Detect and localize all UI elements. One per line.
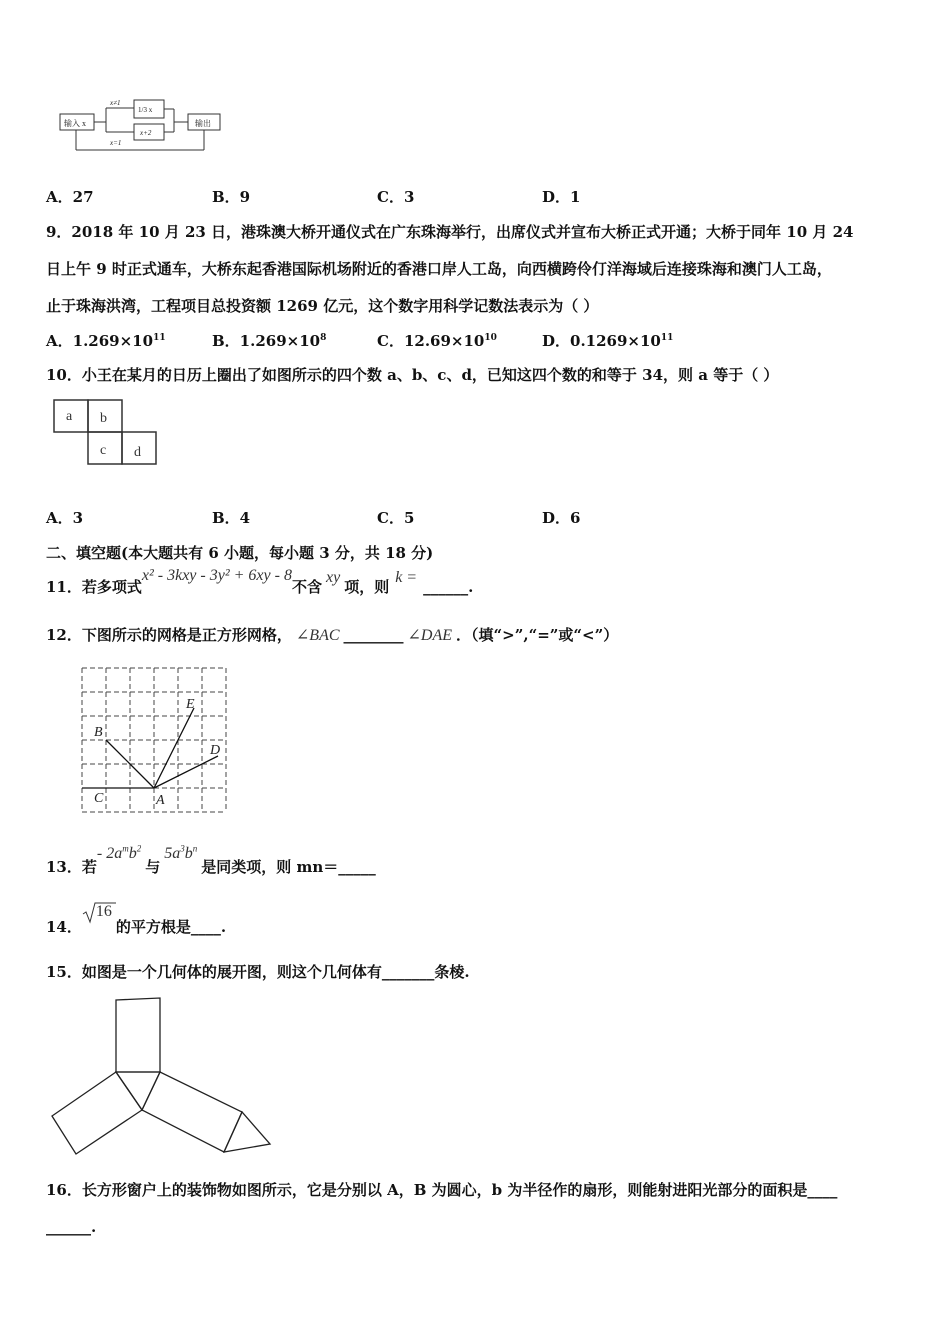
flowchart-figure [58, 98, 228, 154]
q11 [46, 568, 473, 602]
q11-mid: 不含 [291, 578, 322, 596]
point-label-a: A [156, 793, 165, 808]
q15-text: 15．如图是一个几何体的展开图，则这个几何体有_______条棱. [46, 963, 470, 981]
q10-option-d: D．6 [542, 509, 581, 527]
q9-option-a: A．$1.269\times 10^{11}$ [46, 332, 166, 350]
flow-input-label: 输入 x [64, 119, 86, 128]
q9-line1: 9．2018 年 10 月 23 日，港珠澳大桥开通仪式在广东珠海举行，出席仪式并宣布大桥正式开通；大桥于同年 10 月 24 [46, 223, 854, 241]
q12-suffix: ．（填“>”,“=”或“<”） [456, 626, 619, 644]
calendar-label-b: b [100, 411, 107, 426]
prism-net-figure [44, 994, 276, 1160]
q13 [46, 842, 376, 876]
q10-option-b: B．4 [212, 509, 251, 527]
q11-blank: ______. [423, 578, 474, 596]
q10-option-a: A．3 [46, 509, 84, 527]
q8-option-c: C．3 [377, 188, 415, 206]
point-label-b: B [94, 725, 103, 740]
q9-option-c: C．$12.69\times 10^{10}$ [377, 332, 497, 350]
q8-option-b: B．9 [212, 188, 251, 206]
q11-suffix: 项，则 [344, 578, 390, 596]
net-rect-top [116, 998, 160, 1072]
q16-line2: ______. [46, 1218, 97, 1236]
flow-box-bottom-label: x+2 [140, 129, 152, 137]
q14-suffix: 的平方根是____. [115, 918, 227, 936]
q11-k: k = [395, 569, 418, 586]
q13-suffix: 是同类项，则 mn＝_____ [201, 858, 376, 876]
q11-term: xy [325, 569, 341, 586]
q13-prefix: 13．若 [46, 858, 97, 876]
q16-line1: 16．长方形窗户上的装饰物如图所示，它是分别以 A，B 为圆心，b 为半径作的扇形，则能射进阳光部分的面积是____ [46, 1181, 838, 1199]
flow-cond-eq: x=1 [110, 139, 122, 147]
q11-polynomial: x² - 3kxy - 3y² + 6xy - 8 [141, 567, 292, 584]
q9-option-d: D．$0.1269\times 10^{11}$ [542, 332, 674, 350]
calendar-label-c: c [100, 443, 107, 458]
segment-ae [154, 708, 194, 788]
q9-line2: 日上午 9 时正式通车，大桥东起香港国际机场附近的香港口岸人工岛，向西横跨伶仃洋海域后连接珠海和澳门人工岛， [46, 260, 832, 278]
q9-line3: 止于珠海洪湾，工程项目总投资额 1269 亿元，这个数字用科学记数法表示为（ ） [46, 297, 599, 315]
point-label-e: E [186, 697, 195, 712]
net-triangle-right [224, 1112, 270, 1152]
square-grid-figure [78, 664, 230, 816]
q13-term1: - $2a^mb^2$ [96, 843, 142, 862]
q11-prefix: 11．若多项式 [46, 578, 142, 596]
point-label-d: D [210, 743, 221, 758]
flow-output-label: 输出 [195, 119, 211, 128]
calendar-label-a: a [66, 409, 73, 424]
net-rect-right [142, 1072, 242, 1152]
q10-text: 10．小王在某月的日历上圈出了如图所示的四个数 a、b、c、d，已知这四个数的和等于 34，则 a 等于（ ） [46, 366, 779, 384]
point-label-c: C [94, 791, 104, 806]
q14-sqrt [82, 900, 116, 924]
q13-term2: $5a^3b^n$ [164, 843, 198, 862]
q14-radicand: 16 [95, 903, 112, 920]
q12 [46, 624, 618, 645]
calendar-label-d: d [134, 445, 141, 460]
q13-mid: 与 [145, 858, 161, 876]
flow-box-top-label: 1/3 x [138, 106, 153, 114]
flow-cond-ne: x≠1 [110, 99, 121, 107]
section-2-heading: 二、填空题(本大题共有 6 小题，每小题 3 分，共 18 分) [46, 544, 434, 562]
q12-prefix: 12．下图所示的网格是正方形网格， [46, 626, 292, 644]
q10-option-c: C．5 [377, 509, 415, 527]
net-rect-left [52, 1072, 142, 1154]
segment-ad [154, 756, 218, 788]
q9-option-b: B．$1.269\times 10^8$ [212, 332, 327, 350]
q8-option-d: D．1 [542, 188, 581, 206]
q12-blank: ________ [343, 626, 404, 644]
q14 [46, 900, 226, 936]
q8-option-a: A．27 [46, 188, 94, 206]
q12-angle-bac: ∠BAC [295, 627, 340, 644]
q14-prefix: 14． [46, 918, 82, 936]
q12-angle-dae: ∠DAE [407, 627, 453, 644]
calendar-figure [52, 398, 160, 470]
